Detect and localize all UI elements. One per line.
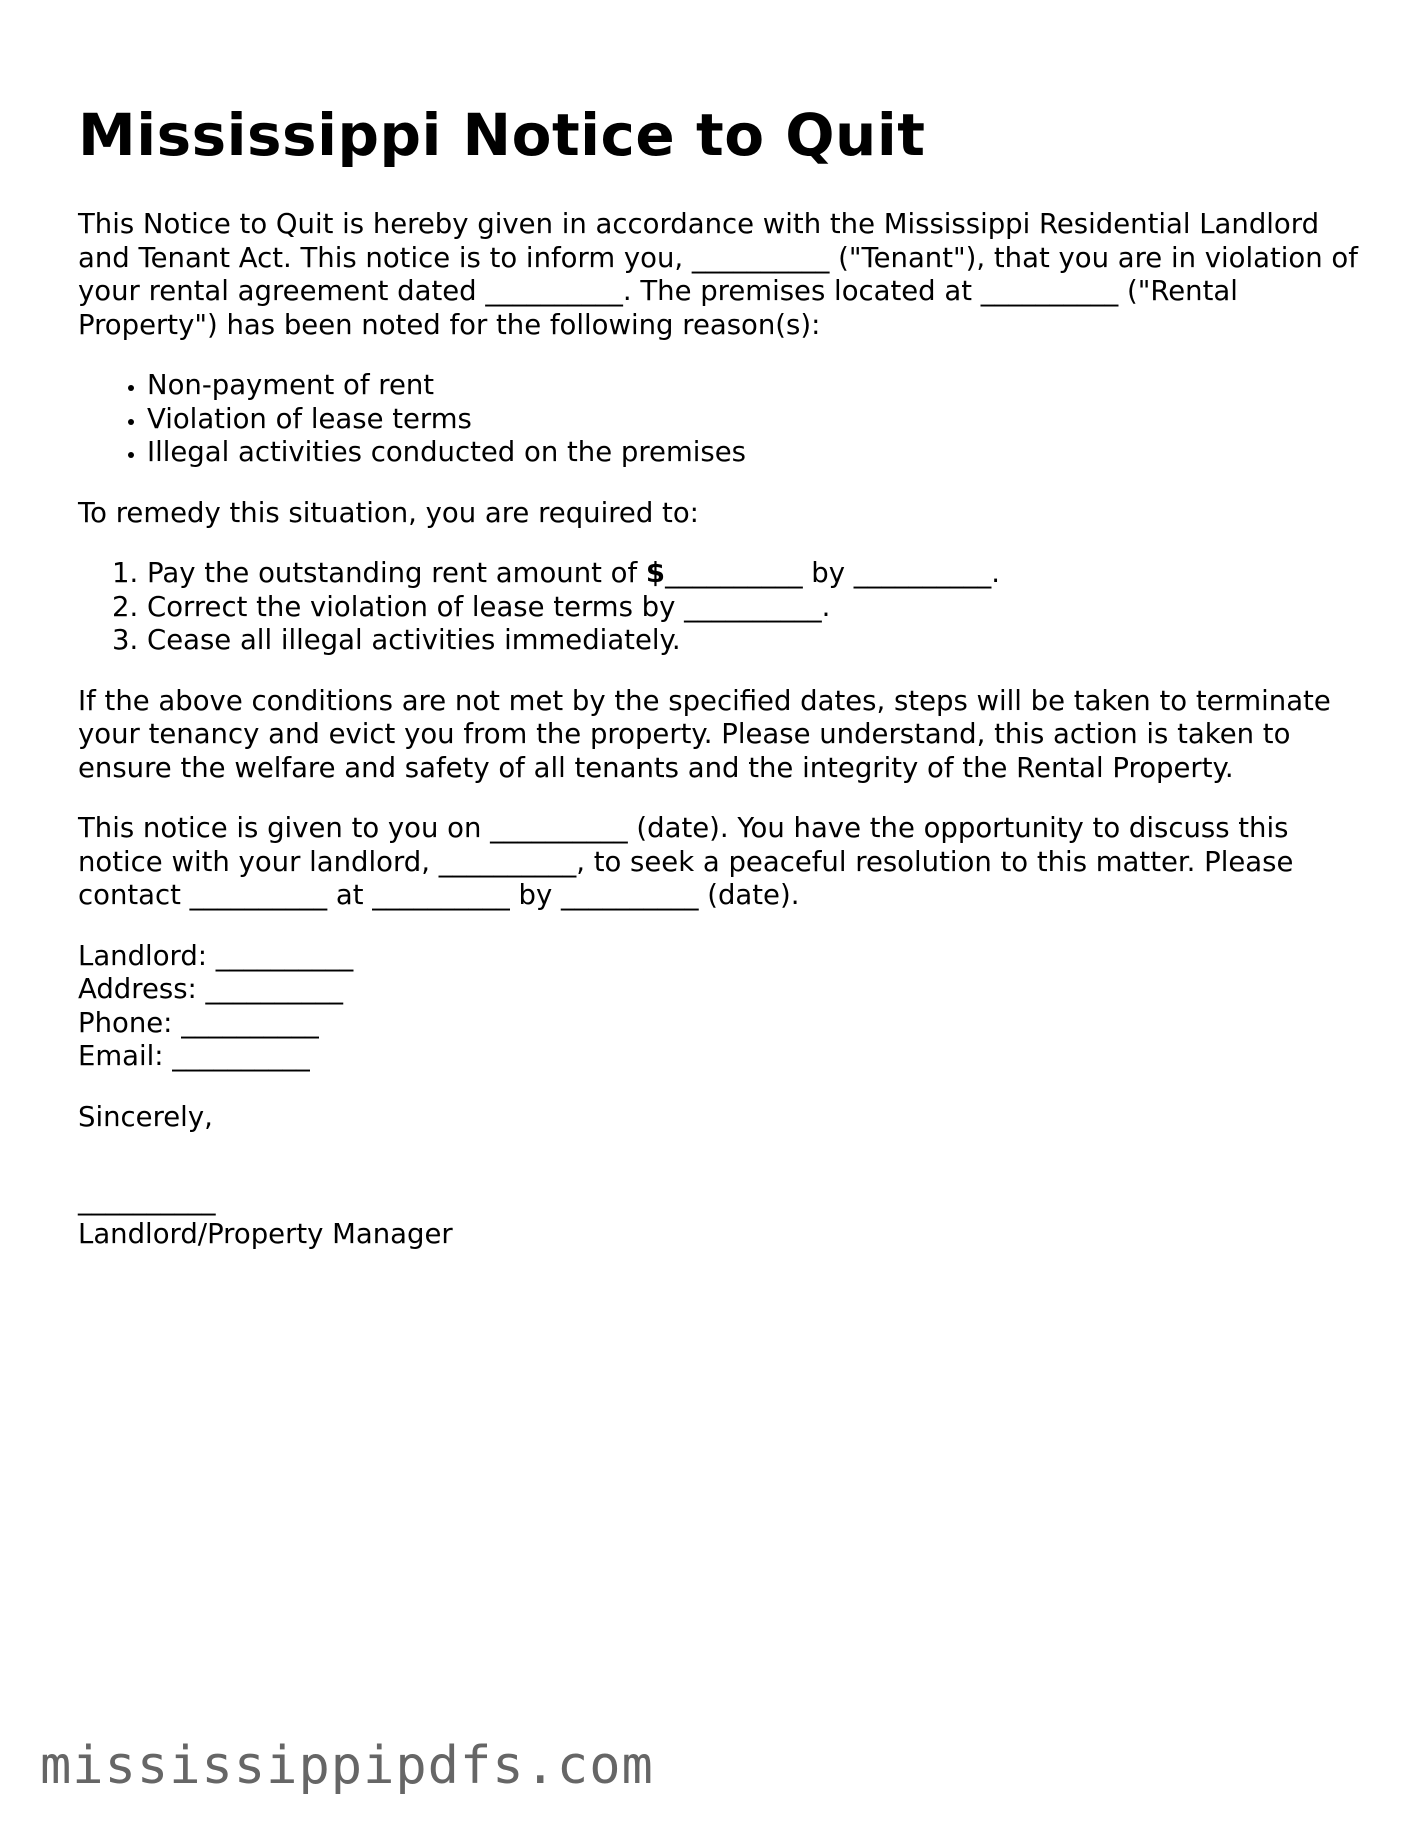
phone-line: Phone: __________ xyxy=(78,1006,319,1039)
requirement-item xyxy=(147,591,1358,625)
site-watermark: mississippipdfs.com xyxy=(40,1736,654,1796)
closing: Sincerely, xyxy=(78,1100,213,1133)
requirement-item xyxy=(147,624,1358,658)
landlord-contact-block xyxy=(78,940,1358,1074)
address-line: Address: __________ xyxy=(78,973,344,1005)
intro-paragraph: This Notice to Quit is hereby given in accordance with the Mississippi Residential Landlord and Tenant Act. This notice is to inform you, __________ ("Tenant"), that you are in violation of your rental agreement dated __________. The premises located at __________ ("Rental Property") has been noted for the following reason(s): xyxy=(78,208,1358,341)
requirement-text: __________ by __________. xyxy=(665,557,1001,589)
notice-date-paragraph: This notice is given to you on __________ (date). You have the opportunity to discuss this notice with your landlord, __________, to seek a peaceful resolution to this matter. Please contact __________ at __________ by __________ (date). xyxy=(78,812,1294,911)
email-line: Email: __________ xyxy=(78,1040,310,1072)
signature-block xyxy=(78,1184,1358,1251)
consequence-paragraph: If the above conditions are not met by the specified dates, steps will be taken to terminate your tenancy and evict you from the property. Please understand, this action is taken to ensure the welfare and safety of all tenants and the integrity of the Rental Property. xyxy=(78,684,1331,784)
document-page xyxy=(78,100,1358,1251)
signature-line: __________ xyxy=(78,1184,216,1216)
dollar-sign: $ xyxy=(645,557,666,589)
requirements-list xyxy=(78,557,1358,658)
requirement-text: Pay the outstanding rent amount of xyxy=(147,557,646,589)
requirement-text: Correct the violation of lease terms by __________. xyxy=(147,590,831,623)
requirement-item xyxy=(147,557,1358,591)
reason-item: • Illegal activities conducted on the premises xyxy=(147,436,1358,470)
document-title: Mississippi Notice to Quit xyxy=(78,101,926,169)
signature-label: Landlord/Property Manager xyxy=(78,1217,453,1250)
remedy-intro: To remedy this situation, you are required to: xyxy=(78,496,699,529)
reasons-list xyxy=(78,369,1358,470)
landlord-line: Landlord: __________ xyxy=(78,939,354,972)
requirement-text: Cease all illegal activities immediately. xyxy=(147,624,681,656)
reason-item: • Violation of lease terms xyxy=(147,403,1358,437)
reason-item: • Non-payment of rent xyxy=(147,369,1358,403)
